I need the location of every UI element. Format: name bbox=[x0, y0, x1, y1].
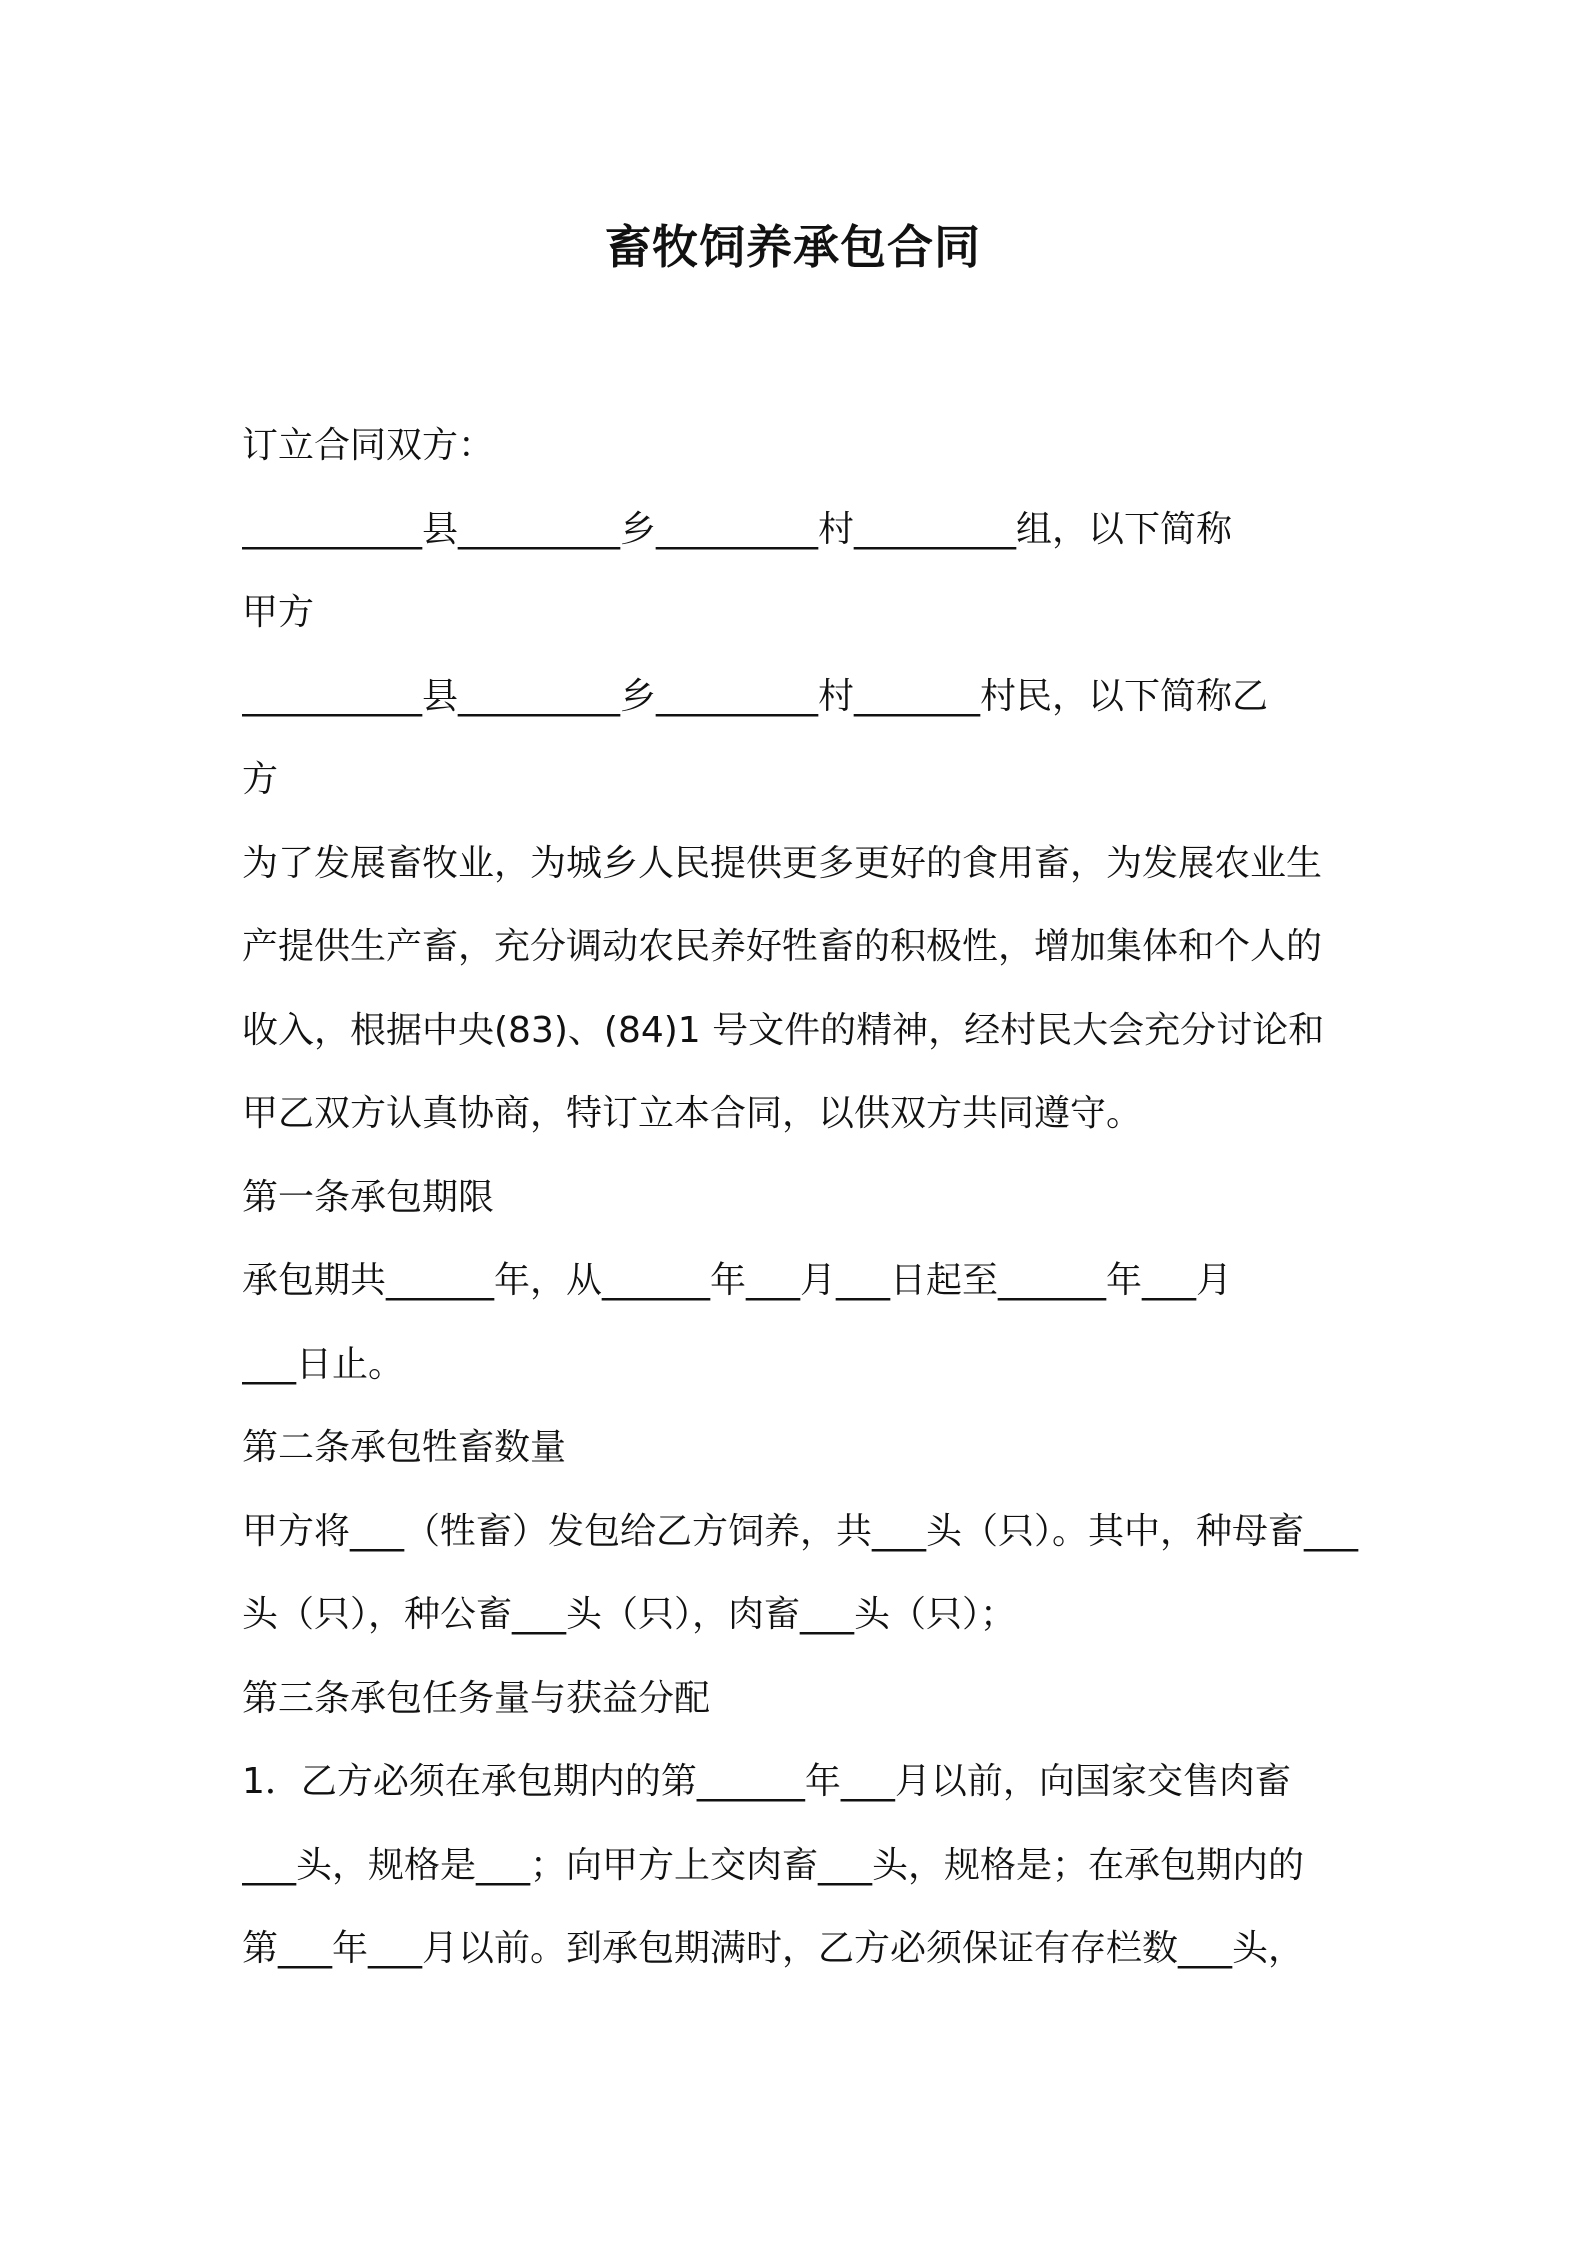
text-line-article-2-body-1: 甲方将___（牲畜）发包给乙方饲养，共___头（只）。其中，种母畜___ bbox=[242, 1510, 1359, 1552]
text-line-party-a-label: 甲方 bbox=[242, 592, 315, 633]
text-line-article-2-heading: 第二条承包牲畜数量 bbox=[242, 1427, 567, 1468]
text-line-parties-heading: 订立合同双方： bbox=[242, 425, 495, 466]
text-line-preamble-4: 甲乙双方认真协商，特订立本合同，以供双方共同遵守。 bbox=[242, 1093, 1143, 1134]
text-line-party-b-label: 方 bbox=[242, 759, 279, 800]
text-line-article-3-body-2: ___头，规格是___；向甲方上交肉畜___头，规格是；在承包期内的 bbox=[242, 1844, 1305, 1886]
text-line-party-b-address: __________县_________乡_________村_______村民，以下简称乙 bbox=[242, 675, 1269, 717]
text-line-article-1-body-1: 承包期共______年，从______年___月___日起至______年___月 bbox=[242, 1260, 1233, 1301]
text-line-party-a-address: __________县_________乡_________村_________组，以下简称 bbox=[242, 508, 1233, 550]
text-line-preamble-1: 为了发展畜牧业，为城乡人民提供更多更好的食用畜，为发展农业生 bbox=[242, 842, 1323, 884]
text-line-article-3-body-1: 1．乙方必须在承包期内的第______年___月以前，向国家交售肉畜 bbox=[242, 1761, 1291, 1802]
document-body bbox=[242, 404, 1362, 1991]
text-line-article-1-body-2: ___日止。 bbox=[242, 1343, 405, 1385]
text-line-article-3-heading: 第三条承包任务量与获益分配 bbox=[242, 1677, 711, 1719]
text-line-preamble-2: 产提供生产畜，充分调动农民养好牲畜的积极性，增加集体和个人的 bbox=[242, 926, 1323, 967]
text-line-preamble-3: 收入，根据中央(83)、(84)1 号文件的精神，经村民大会充分讨论和 bbox=[242, 1009, 1325, 1051]
document-title: 畜牧饲养承包合同 bbox=[605, 220, 981, 274]
text-line-article-1-heading: 第一条承包期限 bbox=[242, 1176, 495, 1218]
text-line-article-2-body-2: 头（只），种公畜___头（只），肉畜___头（只）； bbox=[242, 1594, 1017, 1635]
text-line-article-3-body-3: 第___年___月以前。到承包期满时，乙方必须保证有存栏数___头， bbox=[242, 1928, 1305, 1969]
